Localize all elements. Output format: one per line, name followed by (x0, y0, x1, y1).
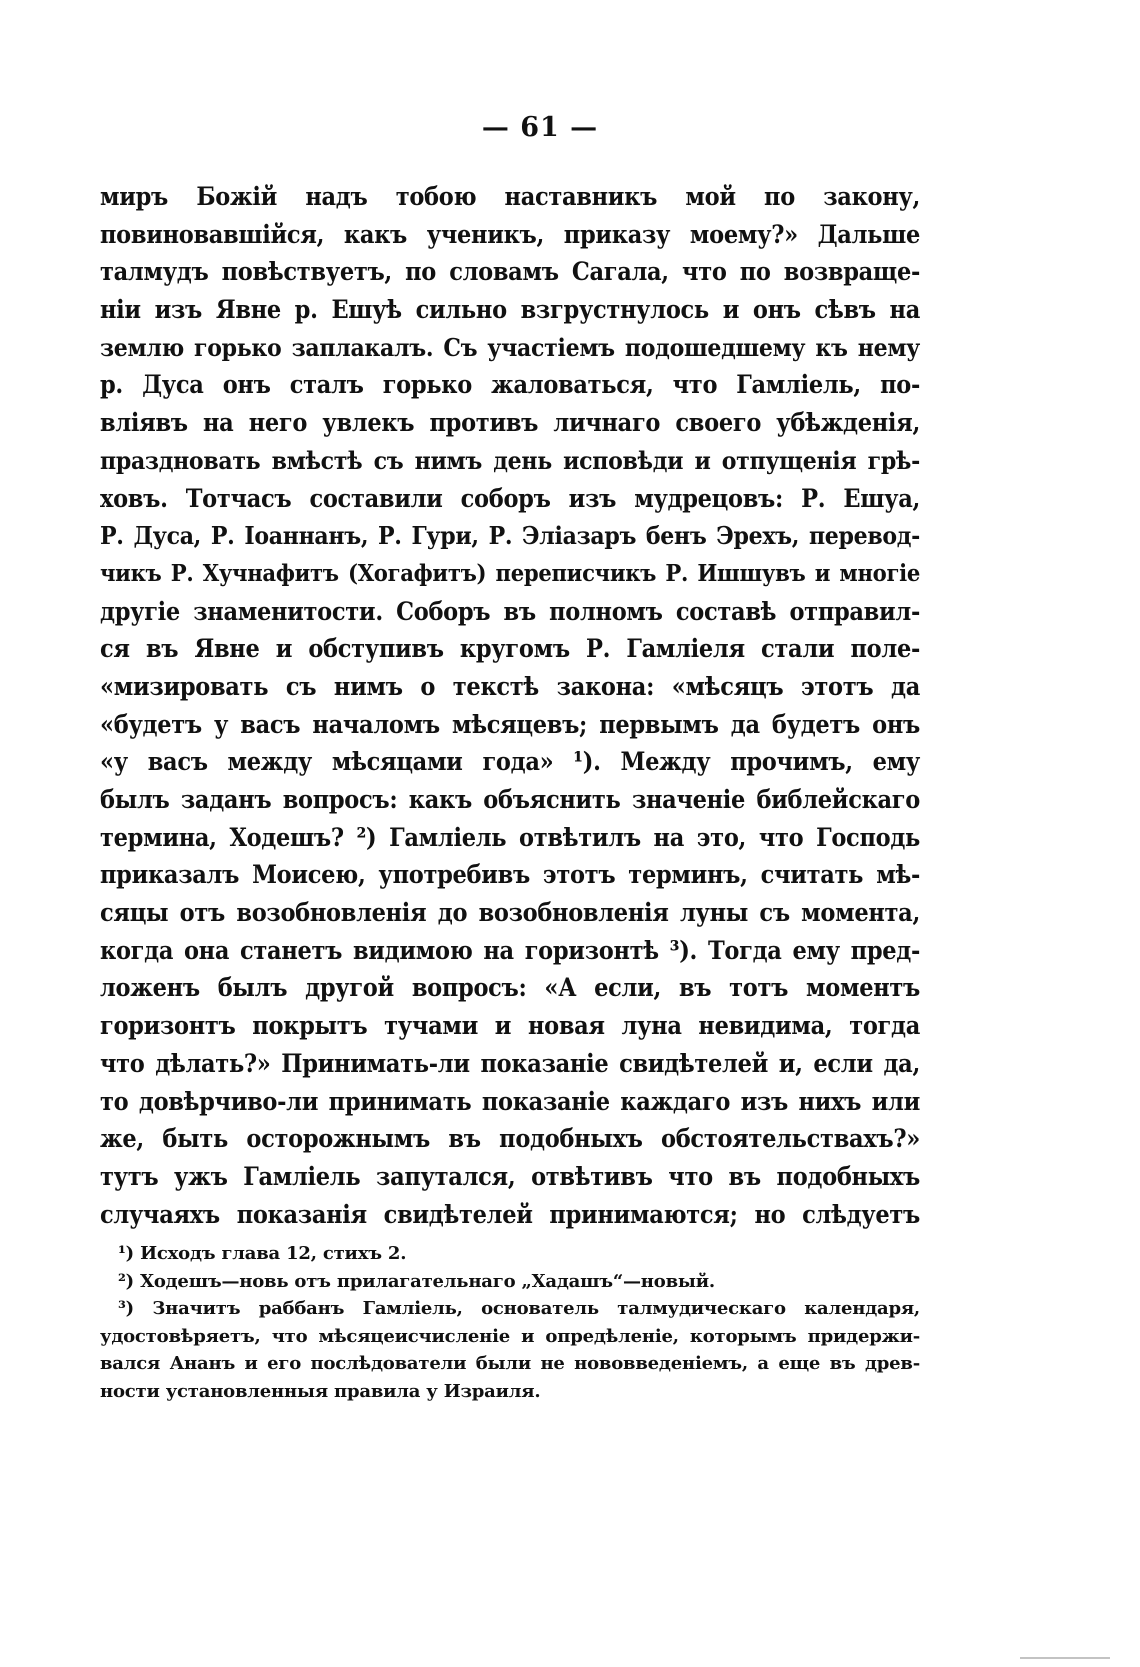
body-line: горизонтъ покрытъ тучами и новая луна невидима, тогда (100, 1011, 920, 1041)
footnote-3-continued: удостовѣряетъ, что мѣсяцеисчисленіе и опредѣленіе, которымъ придержи- (100, 1325, 920, 1347)
body-line: миръ Божій надъ тобою наставникъ мой по закону, (100, 182, 920, 211)
footnote-2: ²) Ходешъ—новь отъ прилагательнаго „Хадашъ“—новый. (118, 1270, 715, 1292)
body-line: «мизировать съ нимъ о текстѣ закона: «мѣсяцъ этотъ да (100, 671, 920, 701)
body-line: случаяхъ показанія свидѣтелей принимаются; но слѣдуетъ (100, 1199, 920, 1229)
body-line: ложенъ былъ другой вопросъ: «А если, въ тотъ моментъ (100, 973, 920, 1003)
body-line: повиновавшійся, какъ ученикъ, приказу моему?» Дальше (100, 219, 920, 249)
body-line: землю горько заплакалъ. Съ участіемъ подошедшему къ нему (100, 332, 920, 362)
page-number: — 61 — (481, 112, 599, 143)
body-line: былъ заданъ вопросъ: какъ объяснить значеніе библейскаго (100, 785, 920, 814)
body-line: талмудъ повѣствуетъ, по словамъ Сагала, что по возвраще- (100, 257, 920, 287)
body-line: ніи изъ Явне р. Ешуѣ сильно взгрустнулось и онъ сѣвъ на (100, 295, 920, 325)
body-line: чикъ Р. Хучнафитъ (Хогафитъ) переписчикъ Р. Ишшувъ и многіе (100, 558, 920, 587)
footnote-1: ¹) Исходъ глава 12, стихъ 2. (118, 1243, 407, 1264)
scan-mark (1020, 1657, 1110, 1659)
body-line: же, быть осторожнымъ въ подобныхъ обстоятельствахъ?» (100, 1124, 920, 1154)
body-line: ся въ Явне и обступивъ кругомъ Р. Гамліеля стали поле- (100, 634, 920, 664)
footnote-3-continued: ности установленныя правила у Израиля. (100, 1380, 541, 1402)
body-line: праздновать вмѣстѣ съ нимъ день исповѣди и отпущенія грѣ- (100, 445, 920, 475)
body-line: приказалъ Моисею, употребивъ этотъ терминъ, считать мѣ- (100, 860, 920, 890)
body-line: сяцы отъ возобновленія до возобновленія луны съ момента, (100, 898, 920, 928)
body-line: тутъ ужъ Гамліель запутался, отвѣтивъ что въ подобныхъ (100, 1161, 920, 1191)
body-line: Р. Дуса, Р. Іоаннанъ, Р. Гури, Р. Эліазаръ бенъ Эрехъ, перевод- (100, 521, 920, 551)
footnote-3: ³) Значитъ раббанъ Гамліель, основатель талмудическаго календаря, (118, 1298, 920, 1319)
footnote-3-continued: вался Ананъ и его послѣдователи были не нововведеніемъ, а еще въ древ- (100, 1353, 920, 1374)
body-line: вліявъ на него увлекъ противъ личнаго своего убѣжденія, (100, 408, 920, 438)
body-line: термина, Ходешъ? ²) Гамліель отвѣтилъ на это, что Господь (100, 822, 920, 852)
body-line: ховъ. Тотчасъ составили соборъ изъ мудрецовъ: Р. Ешуа, (100, 483, 920, 513)
footnotes (100, 1240, 920, 1405)
body-text (100, 178, 920, 1233)
body-line: «у васъ между мѣсяцами года» ¹). Между прочимъ, ему (100, 747, 920, 777)
body-line: другіе знаменитости. Соборъ въ полномъ составѣ отправил- (100, 596, 920, 626)
body-line: то довѣрчиво-ли принимать показаніе каждаго изъ нихъ или (100, 1086, 920, 1116)
body-line: «будетъ у васъ началомъ мѣсяцевъ; первымъ да будетъ онъ (100, 709, 920, 739)
body-line: р. Дуса онъ сталъ горько жаловаться, что Гамліель, по- (100, 370, 920, 400)
body-line: когда она станетъ видимою на горизонтѣ ³). Тогда ему пред- (100, 935, 920, 965)
body-line: что дѣлать?» Принимать-ли показаніе свидѣтелей и, если да, (100, 1048, 920, 1078)
